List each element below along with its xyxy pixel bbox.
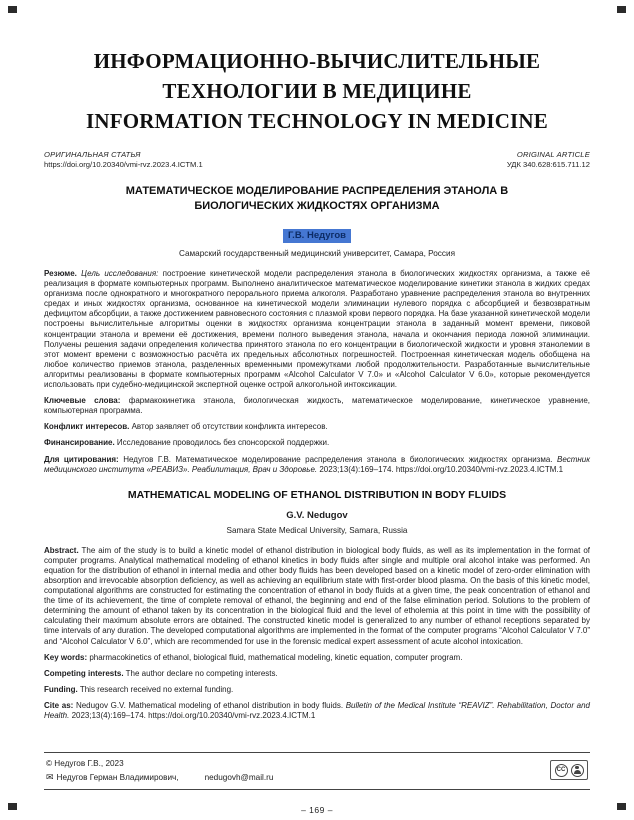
abstract-label-ru: Резюме.	[44, 269, 77, 278]
funding-label-ru: Финансирование.	[44, 438, 115, 448]
cc-by-license-badge[interactable]	[550, 760, 588, 780]
funding-ru	[44, 438, 590, 448]
crop-marker-top-right	[617, 6, 626, 13]
citation-text-ru: Недугов Г.В. Математическое моделирование распределения этанола в биологических жидкостях организма.	[118, 454, 557, 464]
masthead-title-ru-line1: ИНФОРМАЦИОННО-ВЫЧИСЛИТЕЛЬНЫЕ	[93, 49, 541, 73]
keywords-label-en: Key words:	[44, 652, 88, 662]
citation-label-en: Cite as:	[44, 700, 74, 710]
citation-en	[44, 701, 590, 721]
crop-marker-top-left	[8, 6, 17, 13]
keywords-label-ru: Ключевые слова:	[44, 396, 121, 406]
masthead-title-en: INFORMATION TECHNOLOGY IN MEDICINE	[85, 109, 549, 133]
abstract-en	[44, 546, 590, 647]
funding-text-ru: Исследование проводилось без спонсорской поддержки.	[114, 438, 330, 448]
conflict-label-ru: Конфликт интересов.	[44, 422, 130, 432]
funding-text-en: This research received no external funding.	[77, 684, 234, 694]
citation-text-en: Nedugov G.V. Mathematical modeling of ethanol distribution in body fluids.	[73, 700, 346, 710]
cc-icon: CC	[555, 764, 568, 777]
citation-label-ru: Для цитирования:	[44, 454, 119, 464]
author-en: G.V. Nedugov	[286, 509, 348, 521]
keywords-text-en: pharmacokinetics of ethanol, biological fluid, mathematical modeling, kinetic equation, computer program.	[87, 652, 463, 662]
email-link[interactable]: nedugovh@mail.ru	[204, 773, 274, 782]
competing-label-en: Competing interests.	[44, 668, 124, 678]
article-title-ru: МАТЕМАТИЧЕСКОЕ МОДЕЛИРОВАНИЕ РАСПРЕДЕЛЕНИЯ ЭТАНОЛА В БИОЛОГИЧЕСКИХ ЖИДКОСТЯХ ОРГАНИЗМА	[125, 185, 509, 212]
conflict-text-ru: Автор заявляет об отсутствии конфликта интересов.	[129, 422, 328, 432]
author-row-ru	[44, 225, 590, 243]
footer-credits	[44, 752, 590, 790]
cc-by-person-icon	[571, 764, 584, 777]
article-title-en: MATHEMATICAL MODELING OF ETHANOL DISTRIBUTION IN BODY FLUIDS	[127, 488, 507, 501]
corresponding-author-name: Недугов Герман Владимирович,	[56, 773, 179, 782]
abstract-ru	[44, 269, 590, 390]
copyright-line: © Недугов Г.В., 2023	[46, 759, 124, 768]
article-type-en: ORIGINAL ARTICLE	[516, 150, 590, 159]
affiliation-ru: Самарский государственный медицинский университет, Самара, Россия	[178, 249, 455, 258]
conflict-of-interest-ru	[44, 422, 590, 432]
abstract-text-en: The aim of the study is to build a kinetic model of ethanol distribution in biological body fluids, as well as its implementation in the format of computer programs. Analytical mathematical modeling of ethanol kinetics in body fluids after single and multiple oral alcohol intake was performed. An equation for the distribution of ethanol in internal media and other body fluids has been developed based on a kinetic model of zero-order elimination with absorption and irrevocable absorption deficiency, as well as achieving an equilibrium state with first-order blood plasma. On the basis of this kinetic model, computational algorithms are constructed for estimating the concentration of ethanol in body fluids at a given time, the peak concentration of ethanol and the time of its achievement, the time of complete removal of ethanol, the beginning and end of the false elimination period. Solutions to the problem of determining the amount of ethanol taken by its concentration in the biological fluid and the level of etholemia at this point in time with the possibility of calculating their maximum absolute errors are obtained. The constructed kinetic model is generalized to any number of ethanol receptions separated by time intervals of any duration. The developed computational algorithms are implemented in the format of the computer programs “Alcohol Calculator V 7.0” and “Alcohol Calculator V 6.0”, which are recommended for use in the forensic medical expert assessment of acute alcohol intoxication.	[44, 545, 590, 646]
citation-journal-ru: Вестник медицинского института «РЕАВИЗ». Реабилитация, Врач и Здоровье.	[44, 454, 590, 474]
doi-link[interactable]: https://doi.org/10.20340/vmi-rvz.2023.4.ICTM.1	[44, 160, 203, 169]
competing-interests-en	[44, 669, 590, 679]
person-glyph	[574, 766, 581, 775]
article-meta-right	[507, 150, 590, 170]
abstract-text-ru: построение кинетической модели распределения этанола в биологических жидкостях организма, а также её реализация в формате компьютерных программ. Выполнено аналитическое математическое моделирование кинетики этанола в жидких средах организма после однократного и многократного перорального приема алкоголя. Разработано уравнение распределения этанола во внутренних средах и иных жидкостях организма, основанное на кинетической модели элиминации нулевого порядка с абсорбцией и безвозвратным дефицитом абсорбции, а также достижением равновесного состояния с плазмой крови первого порядка. На базе указанной кинетической модели построены вычислительные алгоритмы оценки в жидкостях организма концентрации этанола в заданный момент времени, пиковой концентрации этанола и времени её достижения, времени полного выведения этанола, начала и окончания периода ложной элиминации. Получены решения задачи определения количества принятого этанола по его концентрации в биологической жидкости и уровня этанолемии в этот момент времени с возможностью расчёта их предельных абсолютных погрешностей. Построенная кинетическая модель обобщена на любое количество приемов этанола, разделенных временными промежутками любой продолжительности. Разработанные вычислительные алгоритмы реализованы в формате компьютерных программ «Alcohol Calculator V 7.0» и «Alcohol Calculator V 6.0», которые рекомендуется использовать при судебно-медицинской экспертной оценке острой алкогольной интоксикации.	[44, 269, 590, 390]
masthead-title-ru-line2: ТЕХНОЛОГИИ В МЕДИЦИНЕ	[162, 79, 472, 103]
citation-tail-en: 2023;13(4):169–174. https://doi.org/10.20340/vmi-rvz.2023.4.ICTM.1	[69, 711, 316, 720]
keywords-en	[44, 653, 590, 663]
page-number: – 169 –	[301, 805, 333, 815]
journal-masthead	[44, 46, 590, 136]
funding-label-en: Funding.	[44, 684, 78, 694]
udc-number: УДК 340.628:615.711.12	[506, 160, 590, 169]
funding-en	[44, 685, 590, 695]
page-content	[44, 0, 590, 721]
citation-journal-en: Bulletin of the Medical Institute “REAVIZ”. Rehabilitation, Doctor and Health.	[44, 700, 590, 720]
citation-tail-ru: 2023;13(4):169–174. https://doi.org/10.20340/vmi-rvz.2023.4.ICTM.1	[317, 464, 564, 474]
keywords-text-ru: фармакокинетика этанола, биологическая жидкость, математическое моделирование, кинетическое уравнение, компьютерная программа.	[44, 396, 591, 416]
article-meta	[44, 150, 590, 170]
author-link-ru[interactable]: Г.В. Недугов	[283, 229, 351, 243]
competing-text-en: The author declare no competing interests.	[123, 668, 278, 678]
keywords-ru	[44, 396, 590, 416]
article-type-ru: ОРИГИНАЛЬНАЯ СТАТЬЯ	[44, 150, 141, 159]
article-meta-left	[44, 150, 203, 170]
citation-ru	[44, 455, 590, 475]
affiliation-en: Samara State Medical University, Samara, Russia	[226, 525, 408, 535]
abstract-label-en: Abstract.	[44, 545, 79, 555]
abstract-lead-ru: Цель исследования:	[81, 269, 159, 278]
envelope-icon: ✉	[46, 772, 54, 782]
corresponding-author-line	[46, 772, 588, 783]
